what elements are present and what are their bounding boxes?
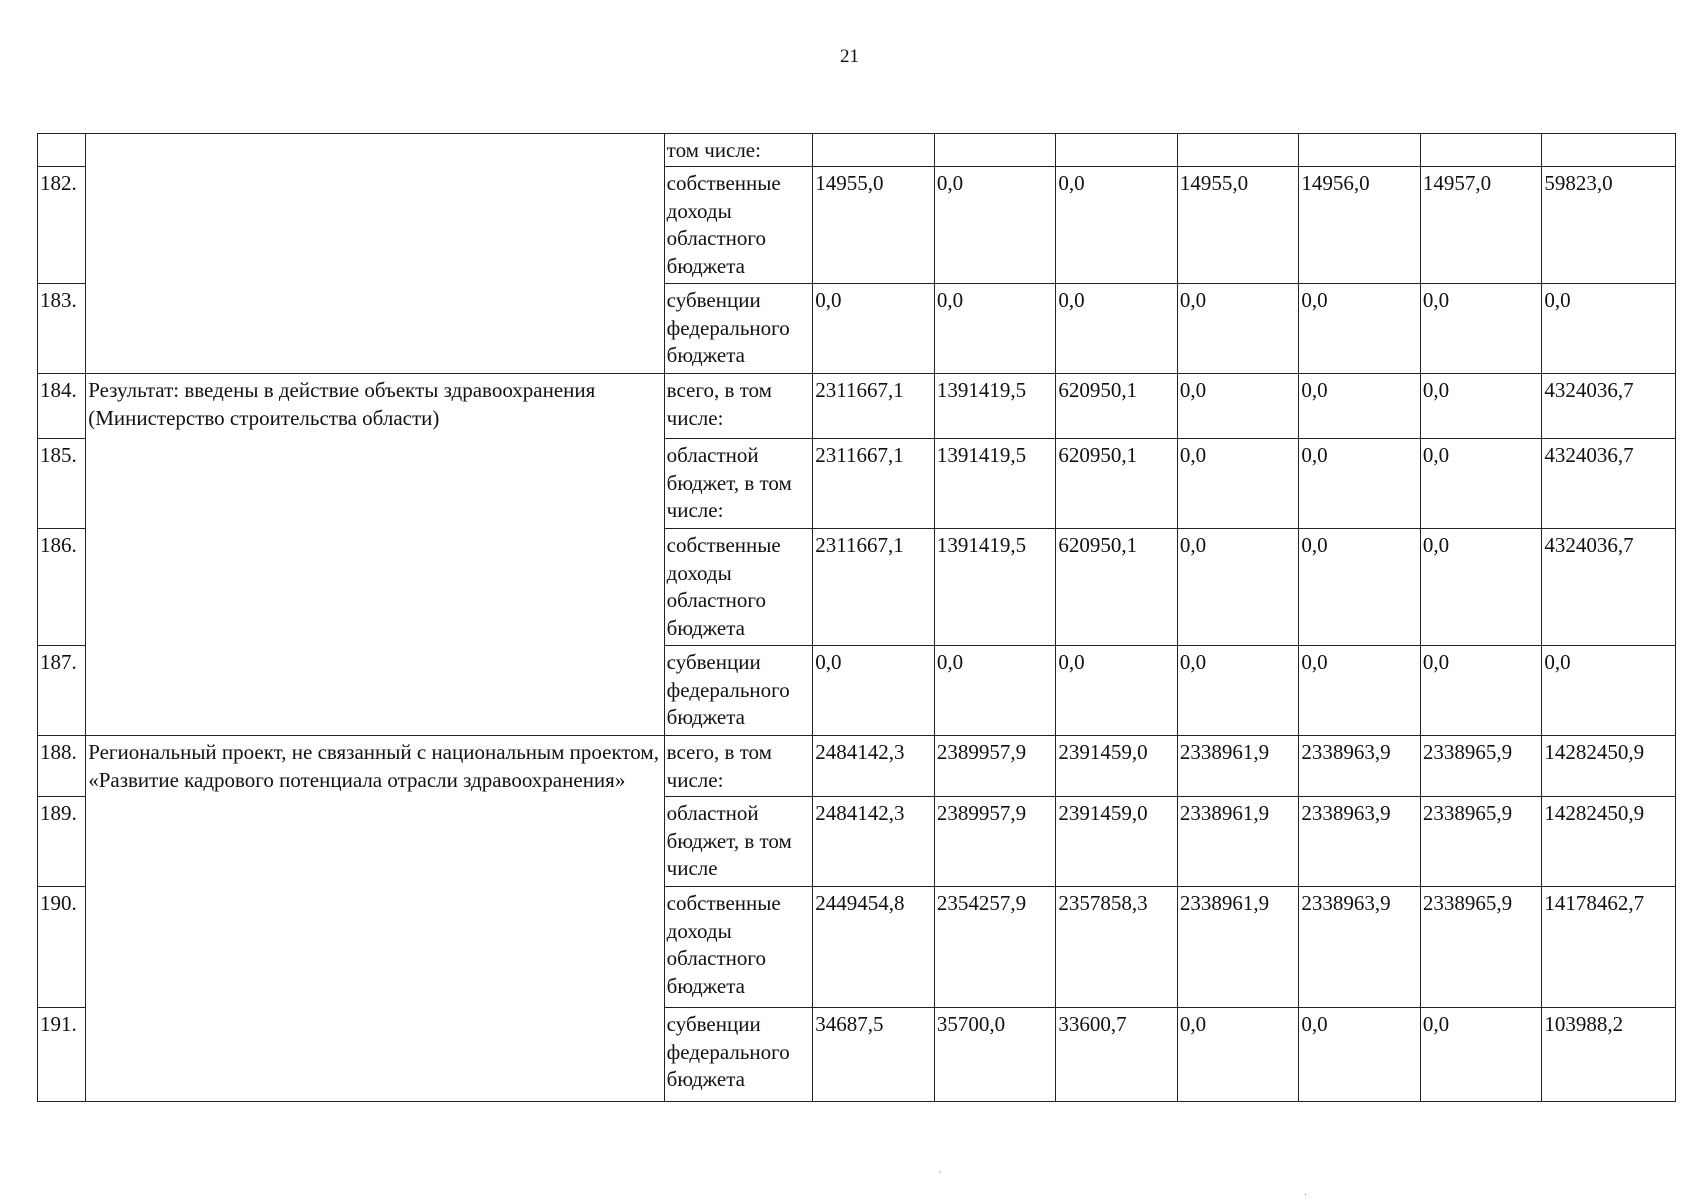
row-number: 183. <box>38 284 86 374</box>
year-value: 2338965,9 <box>1420 797 1542 887</box>
year-value: 0,0 <box>934 646 1056 736</box>
table-row <box>38 134 1676 167</box>
year-value: 0,0 <box>1299 284 1421 374</box>
row-number: 187. <box>38 646 86 736</box>
year-value: 2338961,9 <box>1177 797 1299 887</box>
year-value: 2484142,3 <box>813 797 935 887</box>
year-value: 620950,1 <box>1056 439 1178 529</box>
year-value: 2338963,9 <box>1299 797 1421 887</box>
year-value: 2389957,9 <box>934 797 1056 887</box>
year-value <box>1177 134 1299 167</box>
year-value: 2391459,0 <box>1056 736 1178 797</box>
year-value: 2449454,8 <box>813 887 935 1008</box>
total-value: 0,0 <box>1542 646 1676 736</box>
year-value: 0,0 <box>1299 529 1421 646</box>
year-value: 0,0 <box>1420 646 1542 736</box>
year-value: 33600,7 <box>1056 1008 1178 1102</box>
year-value: 0,0 <box>1177 284 1299 374</box>
year-value: 2389957,9 <box>934 736 1056 797</box>
year-value: 2357858,3 <box>1056 887 1178 1008</box>
total-value: 4324036,7 <box>1542 374 1676 439</box>
page-number: 21 <box>840 46 859 67</box>
year-value: 0,0 <box>1177 1008 1299 1102</box>
year-value <box>1056 134 1178 167</box>
total-value: 14282450,9 <box>1542 736 1676 797</box>
row-number: 191. <box>38 1008 86 1102</box>
total-value: 14282450,9 <box>1542 797 1676 887</box>
year-value: 0,0 <box>1056 167 1178 284</box>
year-value <box>813 134 935 167</box>
year-value: 0,0 <box>1177 646 1299 736</box>
year-value: 14955,0 <box>813 167 935 284</box>
year-value: 1391419,5 <box>934 374 1056 439</box>
budget-table <box>37 133 1676 1102</box>
year-value <box>934 134 1056 167</box>
year-value: 35700,0 <box>934 1008 1056 1102</box>
total-value: 14178462,7 <box>1542 887 1676 1008</box>
row-number: 185. <box>38 439 86 529</box>
year-value: 0,0 <box>934 284 1056 374</box>
scan-speck: · <box>1304 1190 1308 1201</box>
funding-source: субвенции федерального бюджета <box>664 284 813 374</box>
year-value: 0,0 <box>1056 646 1178 736</box>
year-value: 0,0 <box>813 284 935 374</box>
year-value: 2311667,1 <box>813 439 935 529</box>
row-number: 189. <box>38 797 86 887</box>
year-value <box>1420 134 1542 167</box>
year-value: 620950,1 <box>1056 529 1178 646</box>
year-value: 620950,1 <box>1056 374 1178 439</box>
year-value: 2338965,9 <box>1420 887 1542 1008</box>
table-row <box>38 374 1676 439</box>
year-value: 34687,5 <box>813 1008 935 1102</box>
year-value: 0,0 <box>1056 284 1178 374</box>
year-value: 2338961,9 <box>1177 736 1299 797</box>
year-value: 1391419,5 <box>934 529 1056 646</box>
year-value: 0,0 <box>1420 1008 1542 1102</box>
item-name: Региональный проект, не связанный с национальным проектом, «Развитие кадрового потенциала отрасли здравоохранения» <box>86 736 664 1102</box>
funding-source: областной бюджет, в том числе <box>664 797 813 887</box>
year-value: 0,0 <box>1299 374 1421 439</box>
total-value: 4324036,7 <box>1542 529 1676 646</box>
item-name: Результат: введены в действие объекты здравоохранения (Министерство строительства области) <box>86 374 664 736</box>
year-value: 0,0 <box>1299 646 1421 736</box>
year-value: 2338963,9 <box>1299 887 1421 1008</box>
row-number: 182. <box>38 167 86 284</box>
total-value: 0,0 <box>1542 284 1676 374</box>
row-number: 186. <box>38 529 86 646</box>
year-value: 0,0 <box>1420 439 1542 529</box>
total-value <box>1542 134 1676 167</box>
year-value: 0,0 <box>1299 1008 1421 1102</box>
total-value: 4324036,7 <box>1542 439 1676 529</box>
funding-source: собственные доходы областного бюджета <box>664 529 813 646</box>
year-value: 0,0 <box>1299 439 1421 529</box>
total-value: 103988,2 <box>1542 1008 1676 1102</box>
funding-source: собственные доходы областного бюджета <box>664 887 813 1008</box>
year-value: 0,0 <box>1420 284 1542 374</box>
row-number: 188. <box>38 736 86 797</box>
year-value: 0,0 <box>1177 529 1299 646</box>
year-value: 14955,0 <box>1177 167 1299 284</box>
funding-source: всего, в том числе: <box>664 374 813 439</box>
table-row <box>38 736 1676 797</box>
year-value: 0,0 <box>1177 439 1299 529</box>
year-value: 2311667,1 <box>813 529 935 646</box>
scan-speck: · <box>938 1168 942 1179</box>
funding-source: областной бюджет, в том числе: <box>664 439 813 529</box>
funding-source: собственные доходы областного бюджета <box>664 167 813 284</box>
year-value: 2311667,1 <box>813 374 935 439</box>
item-name <box>86 134 664 374</box>
year-value: 0,0 <box>1177 374 1299 439</box>
row-number <box>38 134 86 167</box>
total-value: 59823,0 <box>1542 167 1676 284</box>
year-value: 2338963,9 <box>1299 736 1421 797</box>
year-value: 14957,0 <box>1420 167 1542 284</box>
year-value: 0,0 <box>1420 529 1542 646</box>
year-value: 2354257,9 <box>934 887 1056 1008</box>
year-value: 2391459,0 <box>1056 797 1178 887</box>
year-value: 1391419,5 <box>934 439 1056 529</box>
year-value: 0,0 <box>1420 374 1542 439</box>
year-value: 2338965,9 <box>1420 736 1542 797</box>
year-value: 0,0 <box>813 646 935 736</box>
row-number: 190. <box>38 887 86 1008</box>
year-value: 2484142,3 <box>813 736 935 797</box>
year-value: 14956,0 <box>1299 167 1421 284</box>
funding-source: всего, в том числе: <box>664 736 813 797</box>
funding-source: том числе: <box>664 134 813 167</box>
year-value <box>1299 134 1421 167</box>
year-value: 0,0 <box>934 167 1056 284</box>
year-value: 2338961,9 <box>1177 887 1299 1008</box>
funding-source: субвенции федерального бюджета <box>664 646 813 736</box>
funding-source: субвенции федерального бюджета <box>664 1008 813 1102</box>
row-number: 184. <box>38 374 86 439</box>
